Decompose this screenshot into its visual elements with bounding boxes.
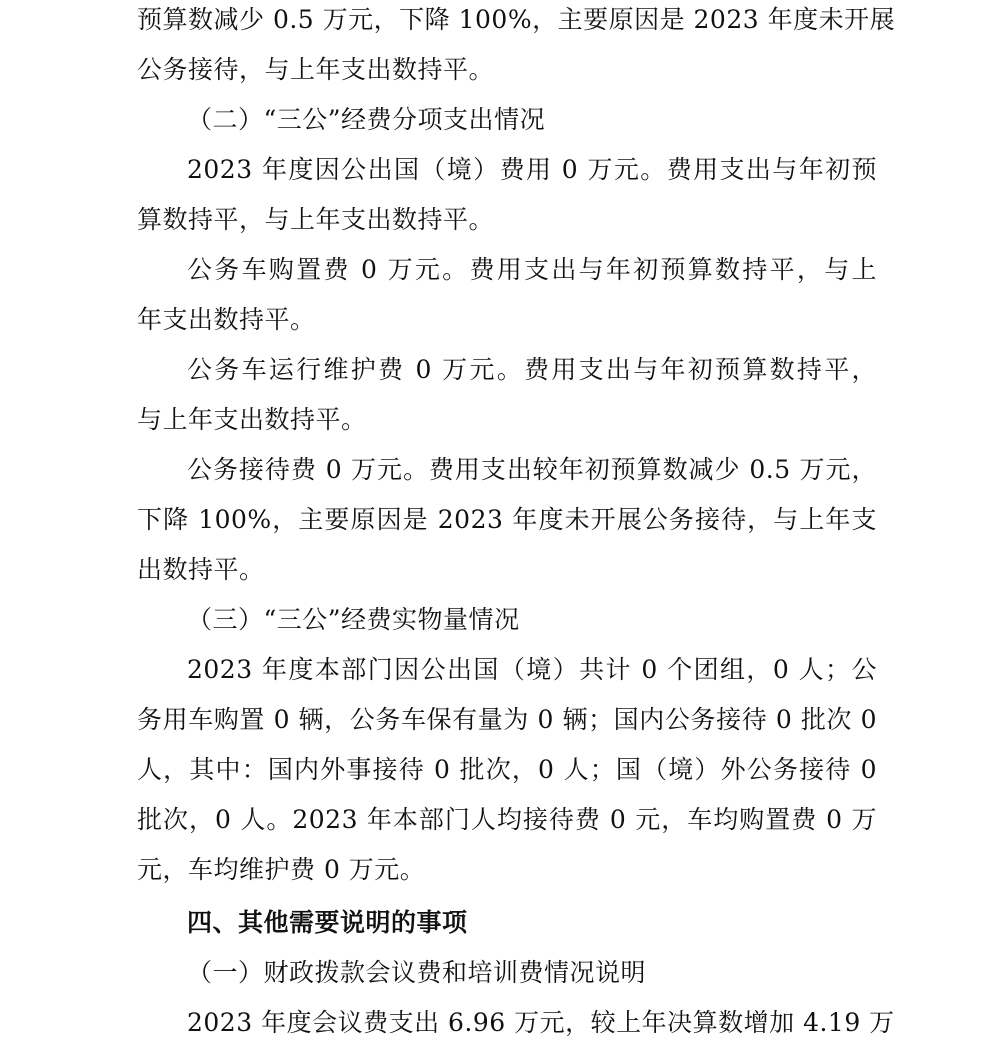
paragraph-line: 公务车购置费 0 万元。费用支出与年初预算数持平，与上 [187, 255, 877, 284]
paragraph-line: 公务接待费 0 万元。费用支出较年初预算数减少 0.5 万元， [187, 455, 877, 484]
section-subheading: （二）“三公”经费分项支出情况 [187, 105, 546, 134]
paragraph-line: 2023 年度会议费支出 6.96 万元，较上年决算数增加 4.19 万 [187, 1008, 895, 1037]
paragraph-line: 2023 年度本部门因公出国（境）共计 0 个团组，0 人；公 [187, 655, 877, 684]
paragraph-line: 下降 100%，主要原因是 2023 年度未开展公务接待，与上年支 [137, 505, 877, 534]
paragraph-line: 公务接待，与上年支出数持平。 [137, 55, 495, 84]
paragraph-line: 出数持平。 [137, 555, 265, 584]
paragraph-line: 2023 年度因公出国（境）费用 0 万元。费用支出与年初预 [187, 155, 877, 184]
paragraph-line: 元，车均维护费 0 万元。 [137, 855, 426, 884]
paragraph-line: 预算数减少 0.5 万元，下降 100%，主要原因是 2023 年度未开展 [137, 5, 896, 34]
paragraph-line: 批次，0 人。2023 年本部门人均接待费 0 元，车均购置费 0 万 [137, 805, 877, 834]
paragraph-line: 务用车购置 0 辆，公务车保有量为 0 辆；国内公务接待 0 批次 0 [137, 705, 877, 734]
paragraph-line: 与上年支出数持平。 [137, 405, 367, 434]
section-heading: 四、其他需要说明的事项 [187, 908, 468, 937]
section-subheading: （一）财政拨款会议费和培训费情况说明 [187, 958, 647, 987]
paragraph-line: 公务车运行维护费 0 万元。费用支出与年初预算数持平， [187, 355, 877, 384]
paragraph-line: 算数持平，与上年支出数持平。 [137, 205, 495, 234]
section-subheading: （三）“三公”经费实物量情况 [187, 605, 520, 634]
paragraph-line: 人，其中：国内外事接待 0 批次，0 人；国（境）外公务接待 0 [137, 755, 877, 784]
paragraph-line: 年支出数持平。 [137, 305, 316, 334]
